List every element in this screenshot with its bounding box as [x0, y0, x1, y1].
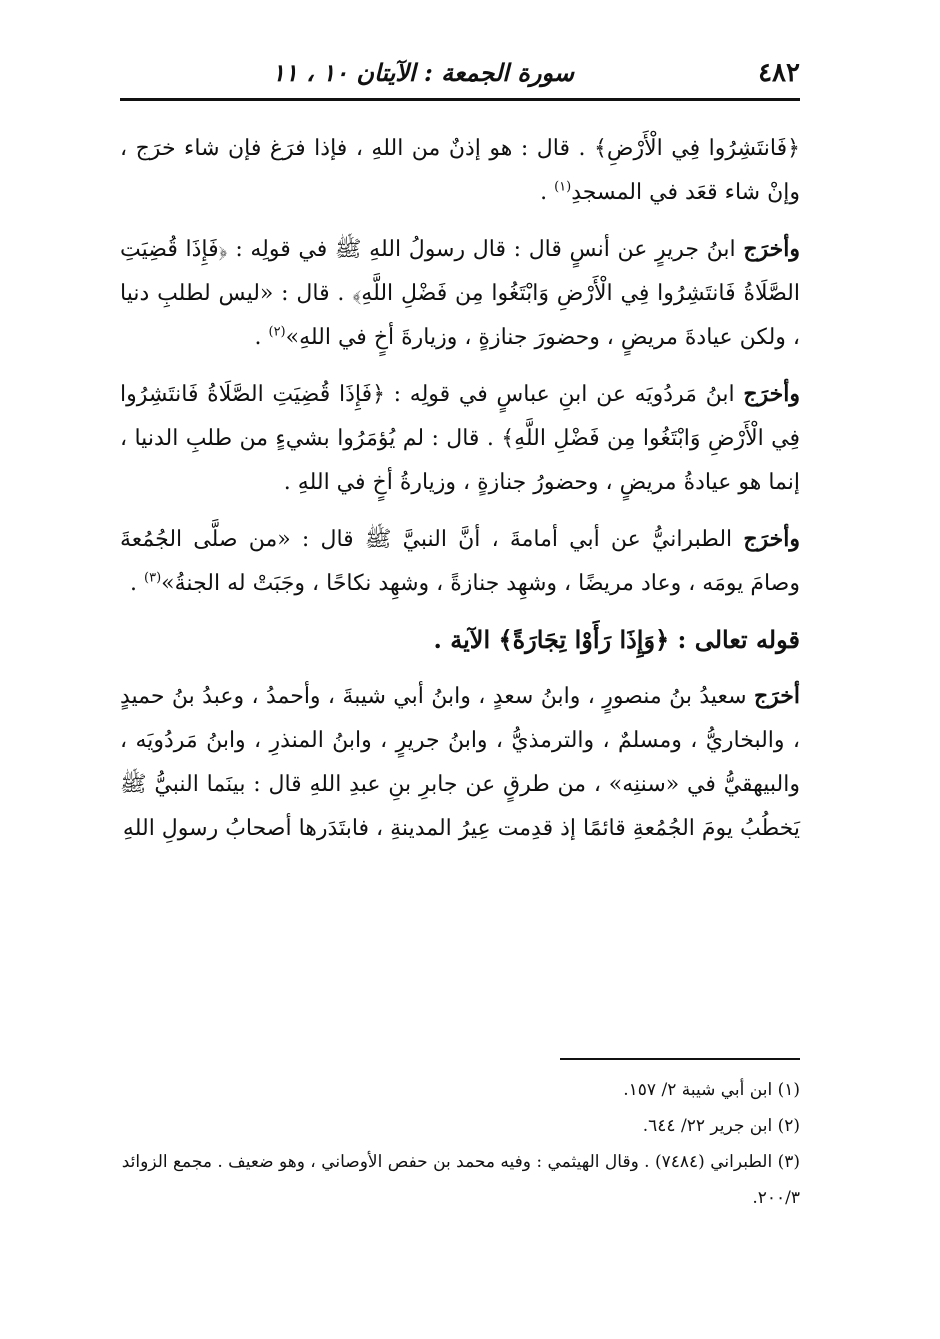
paragraph-text: الطبرانيُّ عن أبي أمامةَ ، أنَّ النبيَّ ﷺ قال : «من صلَّى الجُمُعةَ وصامَ يومَه ، وعاد مريضًا ، وشهِد جنازةً ، وشهِد نكاحًا ، وجَبَتْ له الجنةُ»	[120, 527, 800, 596]
page-header	[120, 52, 800, 92]
paragraph-2	[120, 227, 800, 360]
footnote-rule	[560, 1058, 800, 1060]
paragraph-text: ابنُ مَردُويَه عن ابنِ عباسٍ في قولِه : ﴿فَإِذَا قُضِيَتِ الصَّلَاةُ فَانتَشِرُوا فِي الْأَرْضِ وَابْتَغُوا مِن فَضْلِ اللَّهِ﴾ . قال : لم يُؤمَرُوا بشيءٍ من طلبِ الدنيا ، إنما هو عيادةُ مريضٍ ، وحضورُ جنازةٍ ، وزيارةُ أخٍ في اللهِ .	[120, 382, 800, 495]
paragraph-text: ابنُ جريرٍ عن أنسٍ قال : قال رسولُ اللهِ ﷺ في قولِه : ﴿فَإِذَا قُضِيَتِ الصَّلَاةُ فَانتَشِرُوا فِي الْأَرْضِ وَابْتَغُوا مِن فَضْلِ اللَّهِ﴾ . قال : «ليس لطلبِ دنيا ، ولكن عيادةَ مريضٍ ، وحضورَ جنازةٍ ، وزيارةَ أخٍ في اللهِ»	[120, 237, 800, 350]
footnote-ref-1: (١)	[554, 179, 572, 195]
paragraph-lead: وأخرَج	[743, 526, 800, 552]
paragraph-3	[120, 372, 800, 505]
verse-heading: قوله تعالى : ﴿وَإِذَا رَأَوْا تِجَارَةً﴾ الآية .	[433, 625, 800, 654]
main-text	[120, 126, 800, 863]
footnote-ref-3: (٣)	[144, 570, 162, 586]
paragraph-tail: .	[130, 571, 145, 596]
footnote-3: (٣) الطبراني (٧٤٨٤) . وقال الهيثمي : وفيه محمد بن حفص الأوصاني ، وهو ضعيف . مجمع الزوائد ٢٠٠/٣.	[121, 1152, 800, 1208]
paragraph-1	[120, 126, 800, 215]
footnote-ref-2: (٢)	[268, 324, 286, 340]
paragraph-lead: وأخرَج	[743, 236, 800, 262]
footnote-2: (٢) ابن جرير ٢٢/ ٦٤٤.	[642, 1116, 800, 1136]
paragraph-lead: وأخرَج	[743, 381, 800, 407]
paragraph-text: ﴿فَانتَشِرُوا فِي الْأَرْضِ﴾ . قال : هو إذنٌ من اللهِ ، فإذا فرَغ فإن شاء خرَج ، وإنْ شاء قعَد في المسجدِ	[120, 136, 800, 205]
paragraph-4	[120, 517, 800, 606]
header-rule	[120, 98, 800, 101]
footnotes	[120, 1072, 800, 1216]
paragraph-lead: أخرَج	[753, 683, 800, 709]
running-title: سورة الجمعة : الآيتان ١٠ ، ١١	[272, 58, 574, 87]
paragraph-tail: .	[254, 325, 269, 350]
paragraph-5	[120, 674, 800, 851]
paragraph-text: سعيدُ بنُ منصورٍ ، وابنُ سعدٍ ، وابنُ أبي شيبةَ ، وأحمدُ ، وعبدُ بنُ حميدٍ ، والبخاريُّ ، ومسلمٌ ، والترمذيُّ ، وابنُ جريرٍ ، وابنُ المنذرِ ، وابنُ مَردُويَه ، والبيهقيُّ في «سننِه» ، من طرقٍ عن جابرِ بنِ عبدِ اللهِ قال : بينَما النبيُّ ﷺ يَخطُبُ يومَ الجُمُعةِ قائمًا إذ قدِمت عِيرُ المدينةِ ، فابتَدَرها أصحابُ رسولِ اللهِ	[120, 684, 800, 841]
footnote-1: (١) ابن أبي شيبة ٢/ ١٥٧.	[623, 1080, 800, 1100]
paragraph-tail: .	[540, 180, 555, 205]
page-number: ٤٨٢	[758, 58, 800, 88]
